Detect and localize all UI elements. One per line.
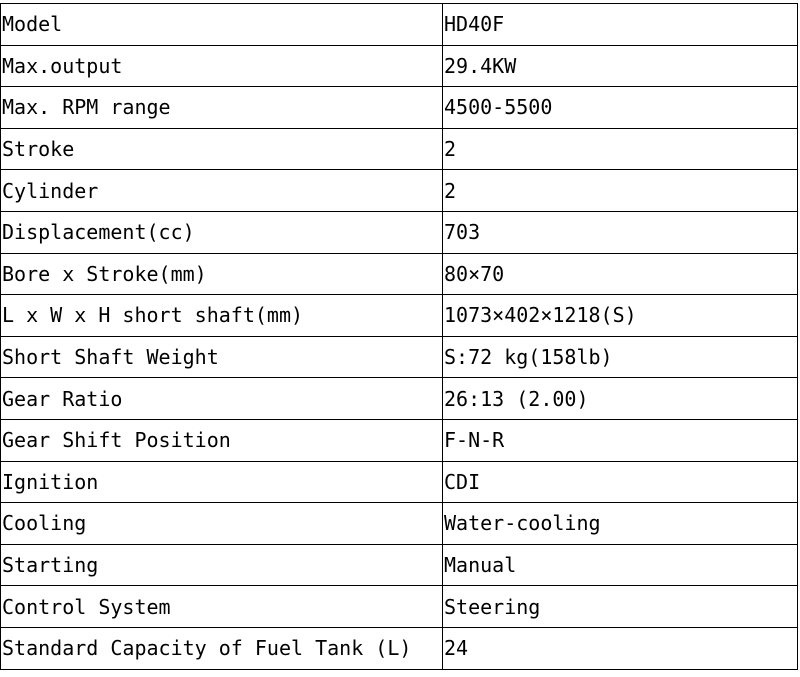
spec-label-cell: Model (1, 4, 443, 46)
spec-label-cell: Cylinder (1, 170, 443, 212)
spec-label-cell: Cooling (1, 503, 443, 545)
spec-value-cell: 703 (443, 211, 798, 253)
spec-value-cell: CDI (443, 461, 798, 503)
spec-label-cell: Control System (1, 586, 443, 628)
spec-table (0, 3, 798, 670)
table-row (1, 4, 798, 46)
table-row (1, 461, 798, 503)
table-row (1, 295, 798, 337)
spec-label-cell: Bore x Stroke(mm) (1, 253, 443, 295)
table-row (1, 503, 798, 545)
table-row (1, 336, 798, 378)
spec-value-cell: HD40F (443, 4, 798, 46)
table-row (1, 586, 798, 628)
spec-value-cell: 2 (443, 170, 798, 212)
table-row (1, 45, 798, 87)
spec-value-cell: 24 (443, 627, 798, 669)
spec-label-cell: Short Shaft Weight (1, 336, 443, 378)
spec-label-cell: Standard Capacity of Fuel Tank (L) (1, 627, 443, 669)
table-row (1, 253, 798, 295)
spec-value-cell: 26:13 (2.00) (443, 378, 798, 420)
spec-value-cell: 29.4KW (443, 45, 798, 87)
table-row (1, 211, 798, 253)
spec-value-cell: F-N-R (443, 419, 798, 461)
spec-label-cell: Ignition (1, 461, 443, 503)
spec-label-cell: Gear Ratio (1, 378, 443, 420)
spec-table-body (1, 4, 798, 670)
table-row (1, 419, 798, 461)
spec-value-cell: 1073×402×1218(S) (443, 295, 798, 337)
spec-label-cell: Max. RPM range (1, 87, 443, 129)
spec-value-cell: 2 (443, 128, 798, 170)
spec-label-cell: L x W x H short shaft(mm) (1, 295, 443, 337)
table-row (1, 627, 798, 669)
table-row (1, 544, 798, 586)
table-row (1, 128, 798, 170)
table-row (1, 378, 798, 420)
table-row (1, 170, 798, 212)
spec-value-cell: S:72 kg(158lb) (443, 336, 798, 378)
spec-label-cell: Gear Shift Position (1, 419, 443, 461)
spec-label-cell: Max.output (1, 45, 443, 87)
table-row (1, 87, 798, 129)
spec-value-cell: 80×70 (443, 253, 798, 295)
spec-label-cell: Starting (1, 544, 443, 586)
spec-label-cell: Stroke (1, 128, 443, 170)
spec-value-cell: Manual (443, 544, 798, 586)
spec-value-cell: Steering (443, 586, 798, 628)
spec-value-cell: 4500-5500 (443, 87, 798, 129)
spec-label-cell: Displacement(cc) (1, 211, 443, 253)
spec-value-cell: Water-cooling (443, 503, 798, 545)
